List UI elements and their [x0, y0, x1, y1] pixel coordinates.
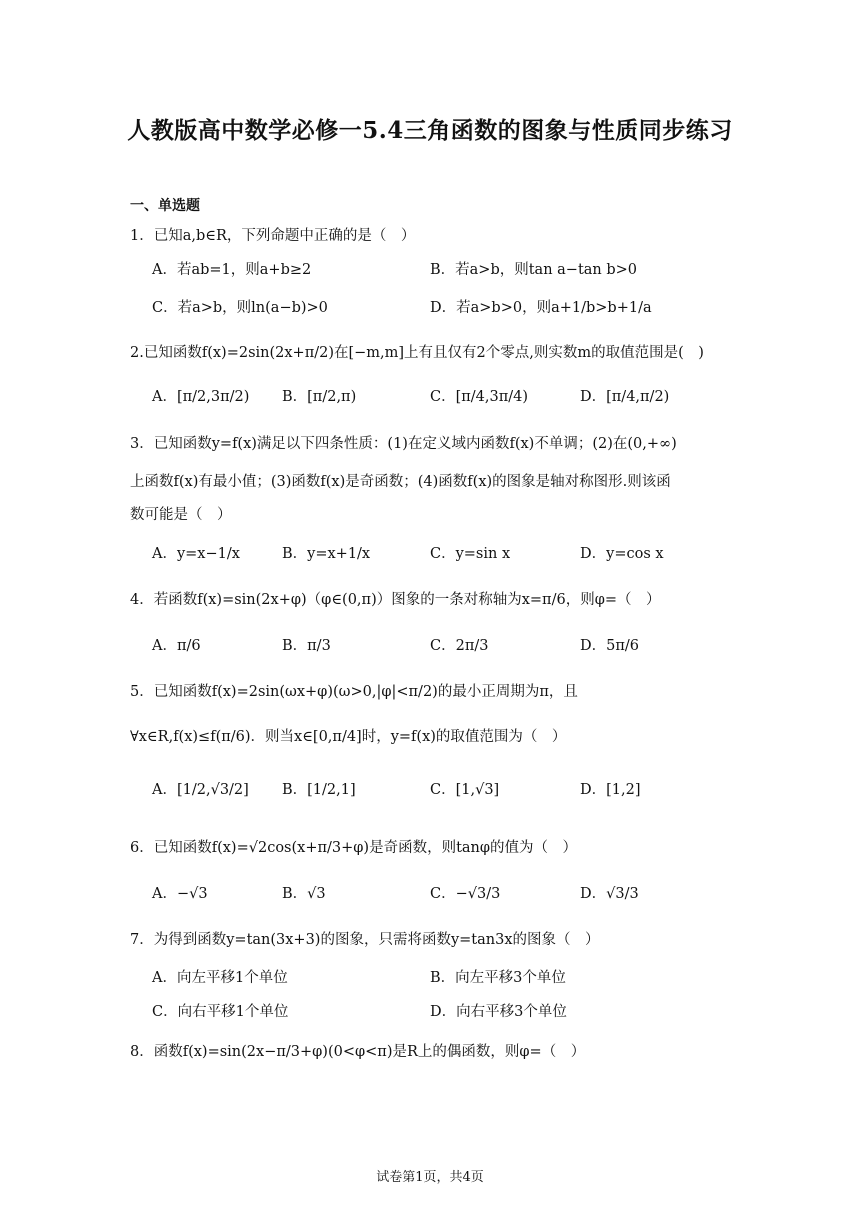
question-7-stem: 7．为得到函数y=tan(3x+3)的图象，只需将函数y=tan3x的图象（ ）	[130, 932, 600, 948]
question-6-option-d: D．√3/3	[580, 886, 639, 902]
question-1-option-a: A．若ab=1，则a+b≥2	[152, 262, 312, 278]
question-3-option-d: D．y=cos x	[580, 546, 664, 562]
question-3-option-a: A．y=x−1/x	[152, 546, 240, 562]
page-footer: 试卷第1页，共4页	[376, 1170, 484, 1185]
question-6-option-b: B．√3	[282, 886, 326, 902]
question-5-option-a: A．[1/2,√3/2]	[152, 782, 249, 798]
question-1-stem: 1．已知a,b∈R，下列命题中正确的是（ ）	[130, 228, 416, 244]
question-7-option-c: C．向右平移1个单位	[152, 1004, 289, 1020]
question-3-line-1: 3．已知函数y=f(x)满足以下四条性质：(1)在定义域内函数f(x)不单调；(2)在(0,+∞)	[130, 436, 677, 452]
question-4-option-b: B．π/3	[282, 638, 331, 654]
question-8-stem: 8．函数f(x)=sin(2x−π/3+φ)(0<φ<π)是R上的偶函数，则φ=（ ）	[130, 1044, 586, 1060]
question-3-line-2: 上函数f(x)有最小值；(3)函数f(x)是奇函数；(4)函数f(x)的图象是轴对称图形.则该函	[130, 474, 671, 490]
page-title: 人教版高中数学必修一5.4三角函数的图象与性质同步练习	[127, 117, 733, 144]
question-4-stem: 4．若函数f(x)=sin(2x+φ)（φ∈(0,π)）图象的一条对称轴为x=π/6，则φ=（ ）	[130, 592, 661, 608]
question-3-option-c: C．y=sin x	[430, 546, 511, 562]
question-7-option-a: A．向左平移1个单位	[152, 970, 288, 986]
question-2-option-b: B．[π/2,π)	[282, 389, 357, 405]
question-3-option-b: B．y=x+1/x	[282, 546, 371, 562]
question-2-option-c: C．[π/4,3π/4)	[430, 389, 529, 405]
question-1-option-d: D．若a>b>0，则a+1/b>b+1/a	[430, 300, 652, 316]
question-6-stem: 6．已知函数f(x)=√2cos(x+π/3+φ)是奇函数，则tanφ的值为（ ）	[130, 840, 578, 856]
question-5-option-b: B．[1/2,1]	[282, 782, 356, 798]
question-2-option-a: A．[π/2,3π/2)	[152, 389, 250, 405]
question-4-option-a: A．π/6	[152, 638, 201, 654]
question-6-option-a: A．−√3	[152, 886, 208, 902]
question-5-line-1: 5．已知函数f(x)=2sin(ωx+φ)(ω>0,|φ|<π/2)的最小正周期为π，且	[130, 684, 578, 700]
question-5-line-2: ∀x∈R,f(x)≤f(π/6)．则当x∈[0,π/4]时，y=f(x)的取值范围为（ ）	[130, 729, 567, 745]
question-5-option-d: D．[1,2]	[580, 782, 641, 798]
question-2-option-d: D．[π/4,π/2)	[580, 389, 670, 405]
question-6-option-c: C．−√3/3	[430, 886, 501, 902]
question-7-option-b: B．向左平移3个单位	[430, 970, 566, 986]
question-5-option-c: C．[1,√3]	[430, 782, 500, 798]
question-7-option-d: D．向右平移3个单位	[430, 1004, 567, 1020]
question-1-option-c: C．若a>b，则ln(a−b)>0	[152, 300, 328, 316]
question-3-line-3: 数可能是（ ）	[130, 507, 232, 523]
section-heading: 一、单选题	[130, 198, 200, 214]
question-1-option-b: B．若a>b，则tan a−tan b>0	[430, 262, 638, 278]
question-4-option-d: D．5π/6	[580, 638, 639, 654]
question-4-option-c: C．2π/3	[430, 638, 489, 654]
question-2-stem: 2.已知函数f(x)=2sin(2x+π/2)在[−m,m]上有且仅有2个零点,则实数m的取值范围是( )	[130, 345, 704, 361]
